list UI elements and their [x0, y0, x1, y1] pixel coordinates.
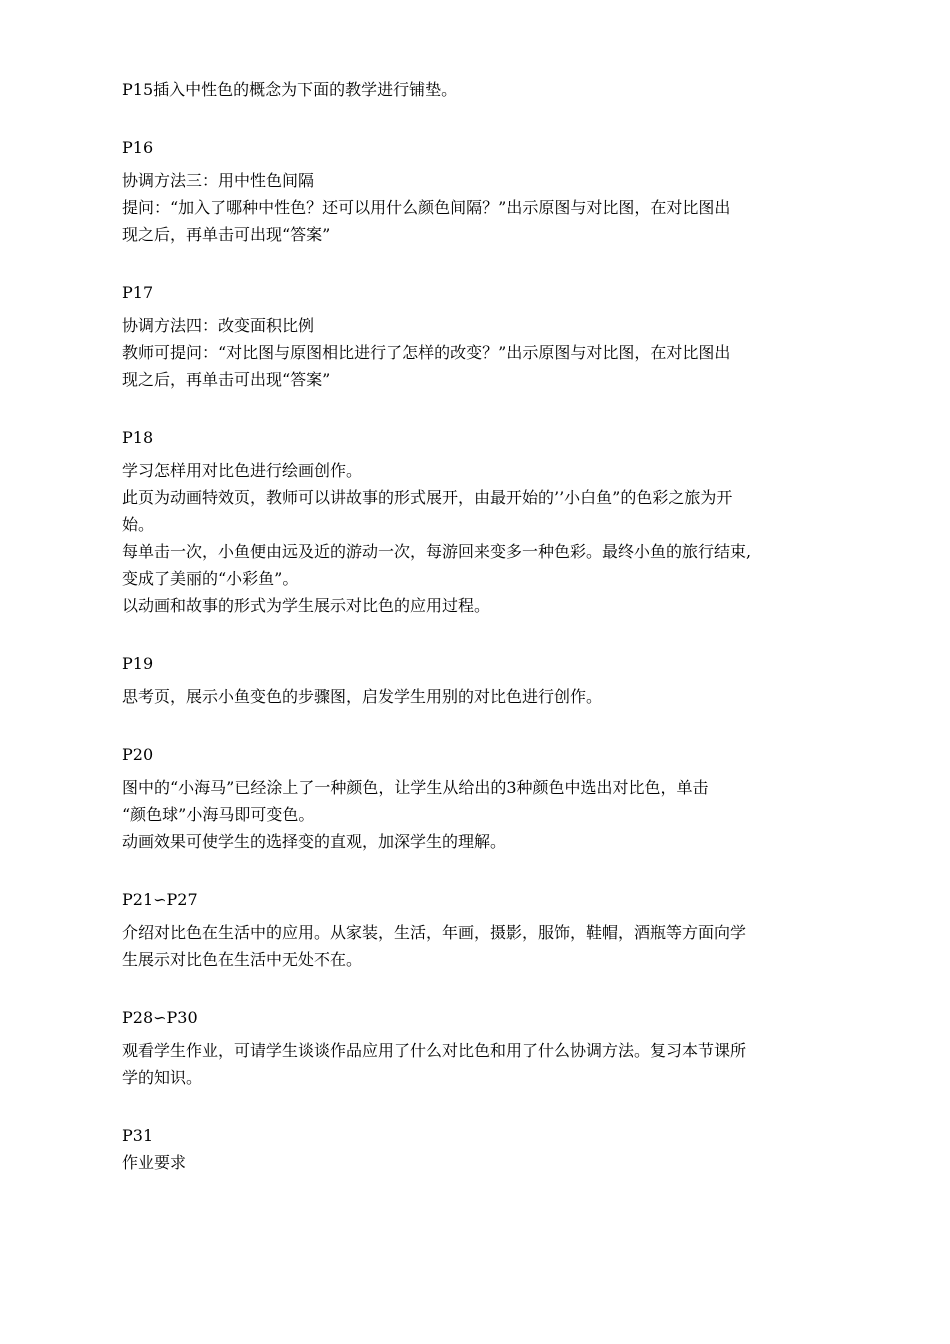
- paragraph-line: 现之后，再单击可出现“答案”: [122, 370, 331, 389]
- section-p18: [122, 424, 834, 619]
- section-heading: P20: [122, 745, 154, 764]
- paragraph-line: “颜色球”小海马即可变色。: [122, 805, 315, 824]
- section-heading: P17: [122, 283, 154, 302]
- document-page: [122, 76, 834, 1176]
- section-p16: [122, 134, 834, 248]
- paragraph-line: 学的知识。: [122, 1068, 203, 1087]
- paragraph-line: 动画效果可使学生的选择变的直观，加深学生的理解。: [122, 832, 507, 851]
- section-p17: [122, 279, 834, 393]
- paragraph-line: 学习怎样用对比色进行绘画创作。: [122, 461, 363, 480]
- paragraph-line: 作业要求: [122, 1153, 187, 1172]
- section-heading: P31: [122, 1126, 154, 1145]
- paragraph-line: 变成了美丽的“小彩鱼”。: [122, 569, 299, 588]
- paragraph-line: 生展示对比色在生活中无处不在。: [122, 950, 363, 969]
- section-p21-p27: [122, 886, 834, 973]
- paragraph-line: 协调方法三：用中性色间隔: [122, 171, 315, 190]
- paragraph-line: 每单击一次，小鱼便由远及近的游动一次，每游回来变多一种色彩。最终小鱼的旅行结束,: [122, 542, 752, 561]
- section-p19: [122, 650, 834, 710]
- paragraph-line: 现之后，再单击可出现“答案”: [122, 225, 331, 244]
- paragraph-line: 以动画和故事的形式为学生展示对比色的应用过程。: [122, 596, 491, 615]
- section-heading: P18: [122, 428, 154, 447]
- paragraph-line: 协调方法四：改变面积比例: [122, 316, 315, 335]
- paragraph-line: 教师可提问：“对比图与原图相比进行了怎样的改变？”出示原图与对比图，在对比图出: [122, 343, 731, 362]
- section-heading: P28∽P30: [122, 1008, 198, 1027]
- section-heading: P21∽P27: [122, 890, 198, 909]
- paragraph-line: 此页为动画特效页，教师可以讲故事的形式展开，由最开始的’’小白鱼”的色彩之旅为开: [122, 488, 733, 507]
- section-p20: [122, 741, 834, 855]
- section-heading: P16: [122, 138, 154, 157]
- paragraph-line: 始。: [122, 515, 155, 534]
- paragraph-line: 观看学生作业，可请学生谈谈作品应用了什么对比色和用了什么协调方法。复习本节课所: [122, 1041, 747, 1060]
- section-heading: P19: [122, 654, 154, 673]
- section-p15: [122, 76, 834, 103]
- section-p28-p30: [122, 1004, 834, 1091]
- paragraph-line: 图中的“小海马”已经涂上了一种颜色，让学生从给出的3种颜色中选出对比色，单击: [122, 778, 709, 797]
- paragraph-line: 提问：“加入了哪种中性色？还可以用什么颜色间隔？”出示原图与对比图，在对比图出: [122, 198, 731, 217]
- paragraph-line: 思考页，展示小鱼变色的步骤图，启发学生用别的对比色进行创作。: [122, 687, 603, 706]
- paragraph-line: P15插入中性色的概念为下面的教学进行铺垫。: [122, 80, 458, 99]
- section-p31: [122, 1122, 834, 1176]
- paragraph-line: 介绍对比色在生活中的应用。从家装，生活，年画，摄影，服饰，鞋帽，酒瓶等方面向学: [122, 923, 747, 942]
